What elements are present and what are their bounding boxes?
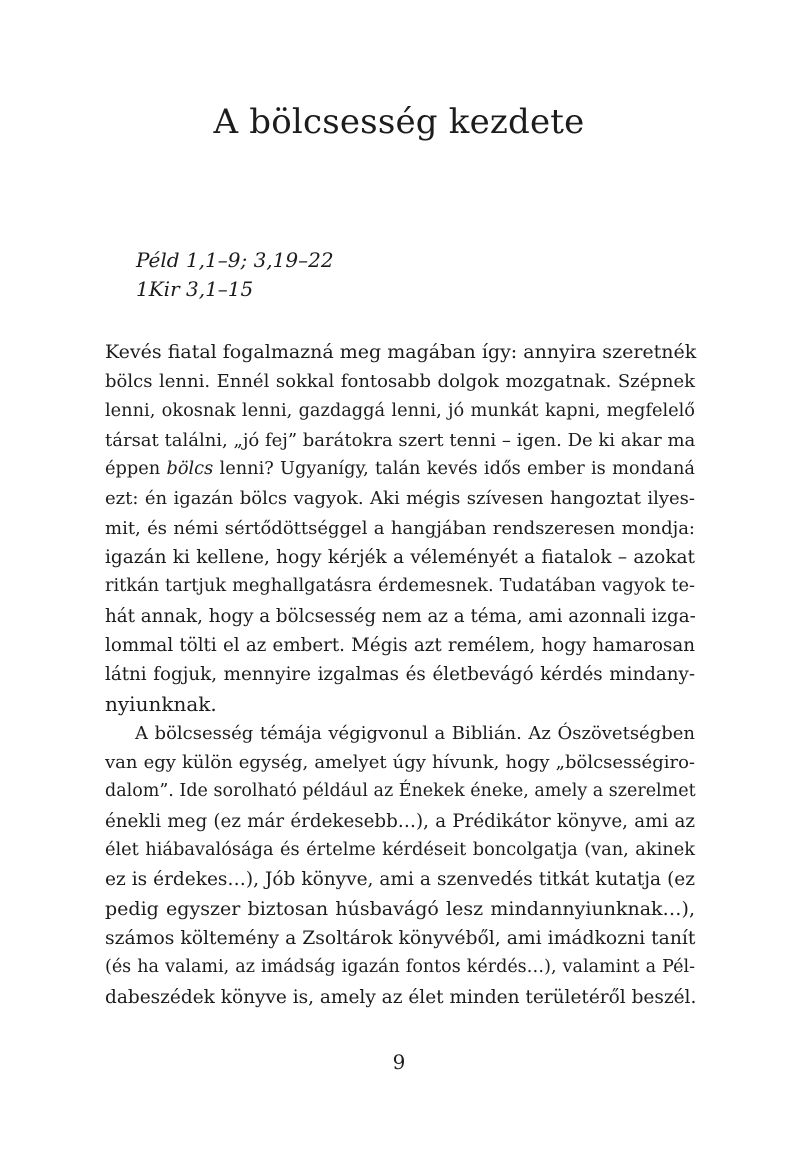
text-segment: éppen	[105, 459, 167, 480]
text-line: számos költemény a Zsoltárok könyvéből, ami imádkozni tanít	[105, 927, 696, 949]
reference-line: 1Kir 3,1–15	[136, 277, 254, 301]
text-line: dalom”. Ide sorolható például az Énekek éneke, amely a szerelmet	[105, 781, 696, 802]
text-line	[105, 455, 695, 484]
text-line: hát annak, hogy a bölcsesség nem az a téma, ami azonnali izga-	[105, 605, 696, 627]
text-line: van egy külön egység, amelyet úgy hívunk, hogy „bölcsességiro-	[105, 752, 695, 774]
text-line: mit, és némi sértődöttséggel a hangjában rendszeresen mondja:	[105, 517, 695, 539]
text-line: Kevés fiatal fogalmazná meg magában így: annyira szeretnék	[105, 341, 697, 363]
text-line: lommal tölti el az embert. Mégis azt remélem, hogy hamarosan	[105, 634, 695, 656]
text-segment: lenni? Ugyanígy, talán kevés idős ember is mondaná	[213, 459, 695, 480]
text-line: (és ha valami, az imádság igazán fontos kérdés…), valamint a Pél-	[105, 957, 695, 978]
text-line: látni fogjuk, mennyire izgalmas és életbevágó kérdés mindany-	[105, 664, 695, 686]
page-number: 9	[392, 1050, 406, 1074]
text-line: nyiunknak.	[105, 691, 217, 716]
reference-line: Péld 1,1–9; 3,19–22	[136, 248, 334, 272]
bible-references	[136, 246, 334, 304]
text-line: élet hiábavalósága és értelme kérdéseit boncolgatja (van, akinek	[105, 840, 695, 861]
text-line: ezt: én igazán bölcs vagyok. Aki mégis szívesen hangoztat ilyes-	[105, 488, 695, 510]
emphasized-word: bölcs	[166, 459, 214, 480]
text-line: ritkán tartjuk meghallgatásra érdemesnek. Tudatában vagyok te-	[105, 576, 695, 597]
text-line: énekli meg (ez már érdekesebb…), a Prédikátor könyve, ami az	[105, 810, 695, 832]
text-line: igazán ki kellene, hogy kérjék a véleményét a fiatalok – azokat	[105, 547, 695, 569]
chapter-title: A bölcsesség kezdete	[213, 102, 585, 142]
text-line: dabeszédek könyve is, amely az élet minden területéről beszél.	[105, 986, 697, 1008]
text-line: lenni, okosnak lenni, gazdaggá lenni, jó munkát kapni, megfelelő	[105, 400, 695, 421]
text-line: ez is érdekes…), Jób könyve, ami a szenvedés titkát kutatja (ez	[105, 869, 695, 891]
text-line: társat találni, „jó fej” barátokra szert tenni – igen. De ki akar ma	[105, 429, 696, 451]
text-line: A bölcsesség témája végigvonul a Biblián. Az Ószövetségben	[135, 722, 695, 744]
body-text	[105, 338, 695, 1012]
text-line: bölcs lenni. Ennél sokkal fontosabb dolgok mozgatnak. Szépnek	[105, 371, 695, 393]
text-line: pedig egyszer biztosan húsbavágó lesz mindannyiunknak…),	[105, 897, 695, 920]
